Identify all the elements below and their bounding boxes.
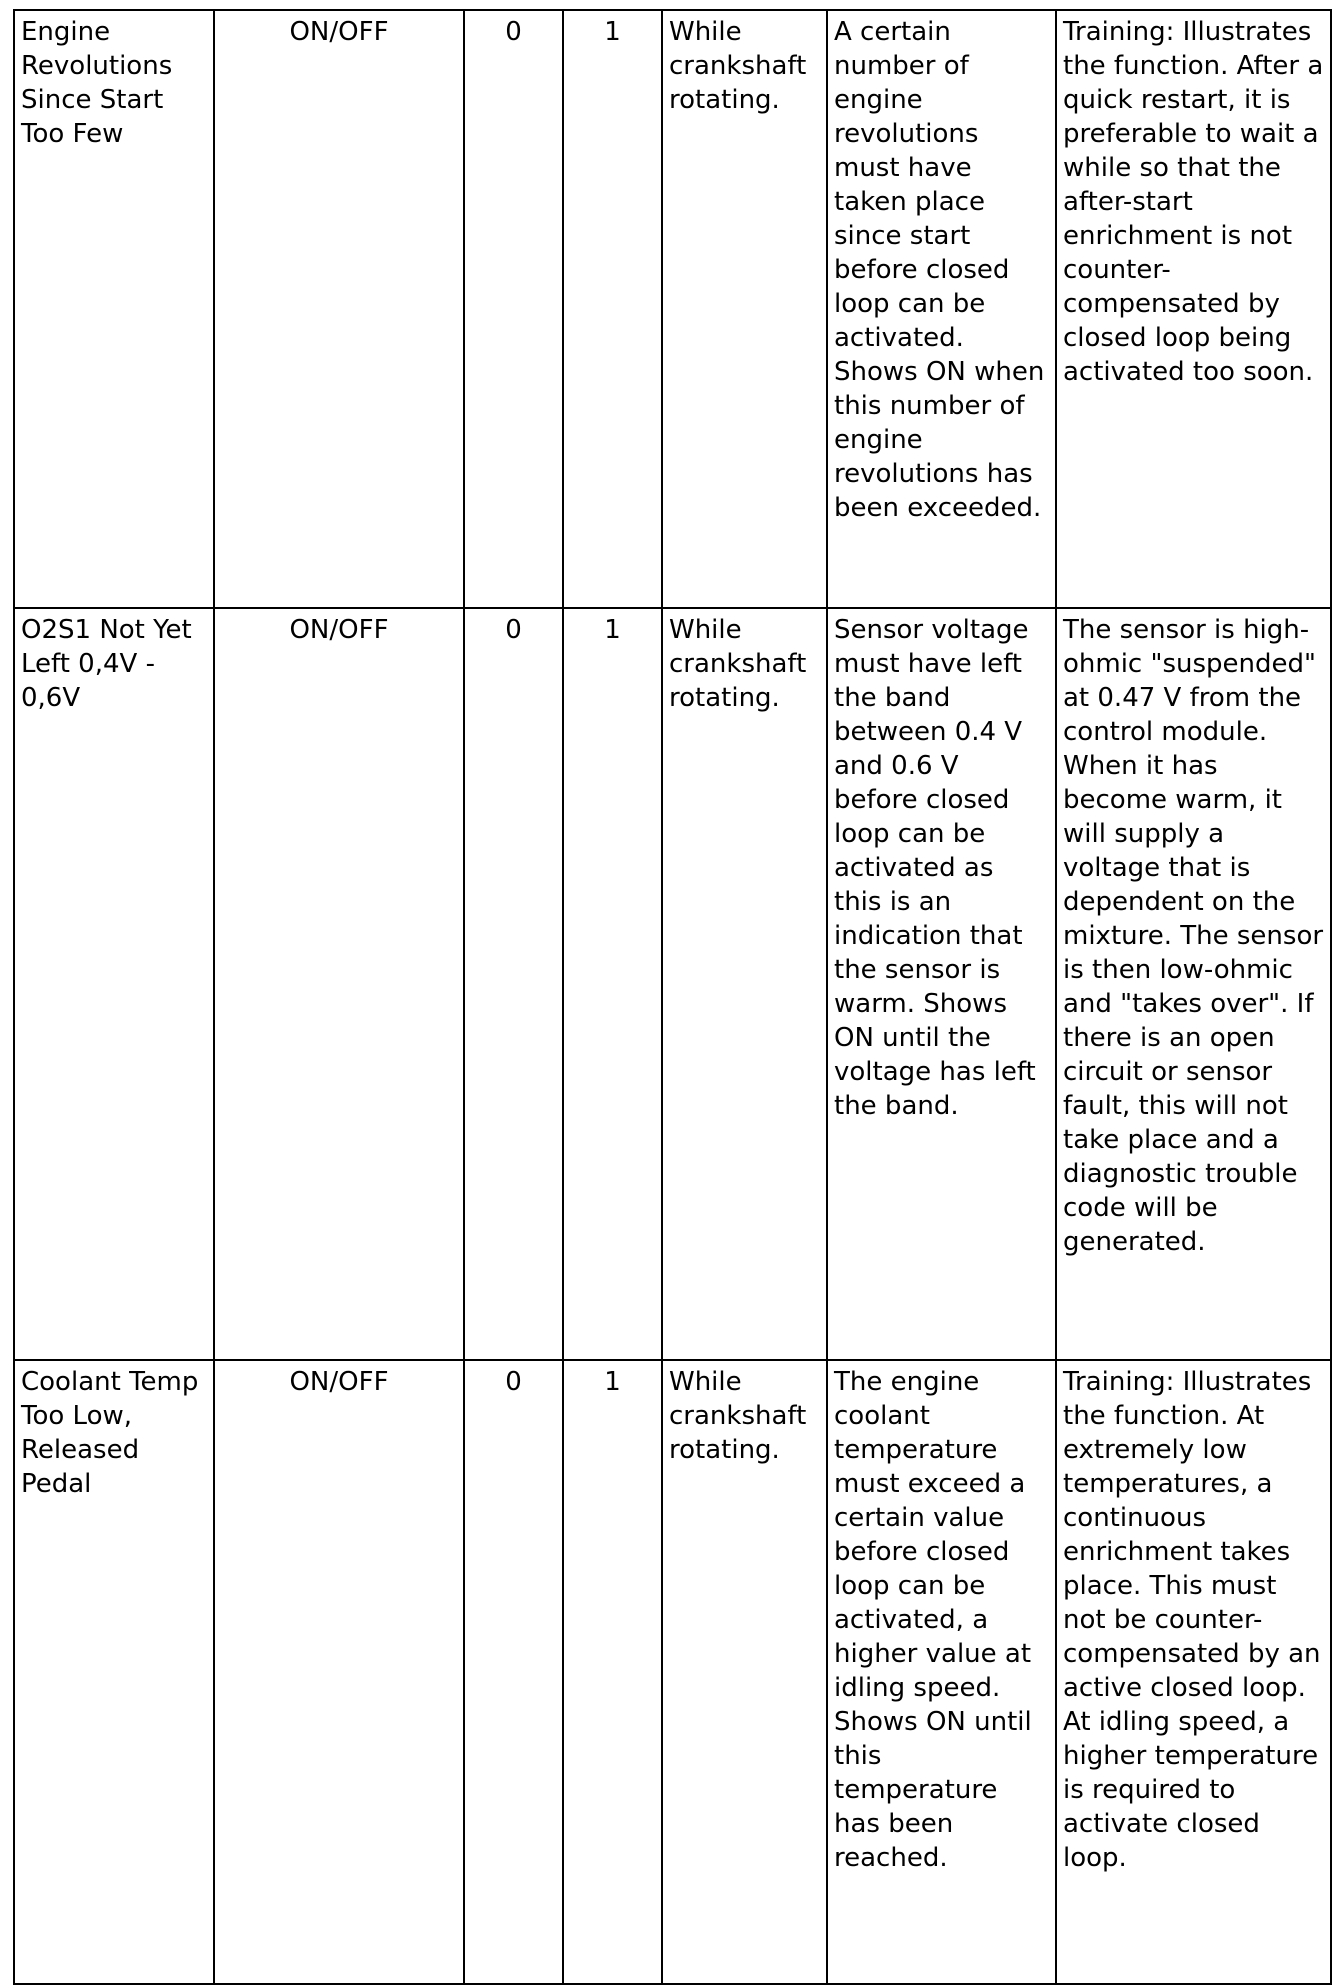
parameter-name-cell: O2S1 Not Yet Left 0,4V - 0,6V (14, 608, 214, 1360)
table-row (14, 1360, 1331, 1984)
unit-cell: ON/OFF (214, 608, 464, 1360)
min-value-cell: 0 (464, 608, 563, 1360)
table-row (14, 10, 1331, 608)
parameter-name-cell: Coolant Temp Too Low, Released Pedal (14, 1360, 214, 1984)
min-value-cell: 0 (464, 10, 563, 608)
condition-cell: While crankshaft rotating. (662, 10, 827, 608)
min-value-cell: 0 (464, 1360, 563, 1984)
unit-cell: ON/OFF (214, 1360, 464, 1984)
parameter-table (13, 9, 1332, 1985)
description-cell: Sensor voltage must have left the band between 0.4 V and 0.6 V before closed loop can be activated as this is an indication that the sensor is warm. Shows ON until the voltage has left the band. (827, 608, 1056, 1360)
description-cell: The engine coolant temperature must exceed a certain value before closed loop can be activated, a higher value at idling speed. Shows ON until this temperature has been reached. (827, 1360, 1056, 1984)
max-value-cell: 1 (563, 10, 662, 608)
note-cell: The sensor is high-ohmic "suspended" at 0.47 V from the control module. When it has become warm, it will supply a voltage that is dependent on the mixture. The sensor is then low-ohmic and "takes over". If there is an open circuit or sensor fault, this will not take place and a diagnostic trouble code will be generated. (1056, 608, 1331, 1360)
description-cell: A certain number of engine revolutions must have taken place since start before closed loop can be activated. Shows ON when this number of engine revolutions has been exceeded. (827, 10, 1056, 608)
condition-cell: While crankshaft rotating. (662, 608, 827, 1360)
max-value-cell: 1 (563, 608, 662, 1360)
parameter-name-cell: Engine Revolutions Since Start Too Few (14, 10, 214, 608)
note-cell: Training: Illustrates the function. After a quick restart, it is preferable to wait a while so that the after-start enrichment is not counter-compensated by closed loop being activated too soon. (1056, 10, 1331, 608)
unit-cell: ON/OFF (214, 10, 464, 608)
max-value-cell: 1 (563, 1360, 662, 1984)
condition-cell: While crankshaft rotating. (662, 1360, 827, 1984)
table-row (14, 608, 1331, 1360)
note-cell: Training: Illustrates the function. At extremely low temperatures, a continuous enrichment takes place. This must not be counter-compensated by an active closed loop. At idling speed, a higher temperature is required to activate closed loop. (1056, 1360, 1331, 1984)
